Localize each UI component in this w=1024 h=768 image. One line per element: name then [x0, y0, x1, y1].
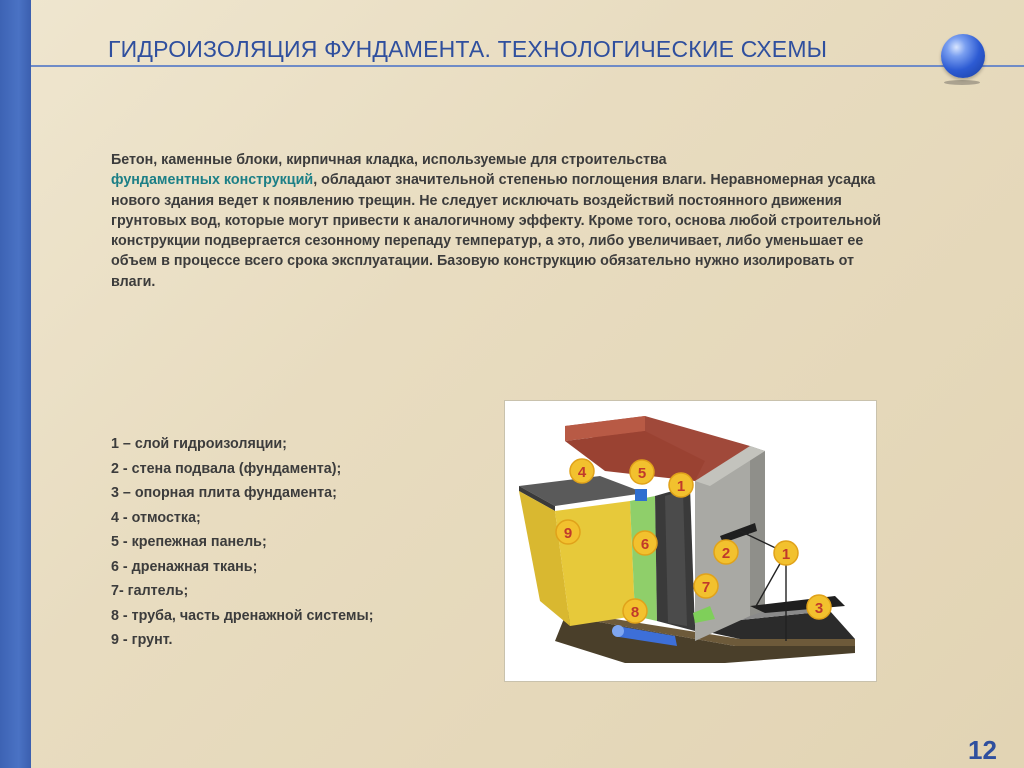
legend-item: 5 - крепежная панель; — [111, 534, 267, 550]
left-accent-bar — [0, 0, 31, 768]
title-divider — [31, 65, 1024, 67]
legend-item: 9 - грунт. — [111, 632, 173, 648]
svg-text:3: 3 — [814, 600, 824, 617]
blue-sphere-icon — [941, 34, 985, 78]
svg-text:7: 7 — [701, 579, 711, 596]
svg-text:9: 9 — [563, 525, 573, 542]
marker-1 — [669, 473, 693, 497]
marker-3 — [807, 595, 831, 619]
legend-item: 1 – слой гидроизоляции; — [111, 436, 287, 452]
marker-9 — [556, 520, 580, 544]
legend-list — [111, 432, 491, 653]
svg-text:6: 6 — [640, 536, 650, 553]
marker-1b — [774, 541, 798, 565]
marker-2 — [714, 540, 738, 564]
sphere-shadow — [944, 80, 980, 85]
slide-title: ГИДРОИЗОЛЯЦИЯ ФУНДАМЕНТА. ТЕХНОЛОГИЧЕСКИЕ СХЕМЫ — [108, 36, 828, 62]
page-number: 12 — [968, 735, 997, 765]
intro-paragraph — [111, 150, 901, 292]
svg-text:2: 2 — [721, 545, 731, 562]
legend-item: 6 - дренажная ткань; — [111, 558, 258, 575]
legend-item: 2 - стена подвала (фундамента); — [111, 460, 342, 477]
legend-item: 8 - труба, часть дренажной системы; — [111, 607, 374, 624]
svg-text:5: 5 — [637, 465, 647, 482]
foundation-structures-link[interactable]: фундаментных конструкций — [111, 172, 314, 189]
foundation-diagram-svg — [505, 401, 876, 681]
legend-item: 3 – опорная плита фундамента; — [111, 485, 337, 501]
legend-item: 7- галтель; — [111, 583, 189, 599]
marker-8 — [623, 599, 647, 623]
marker-6 — [633, 531, 657, 555]
svg-text:8: 8 — [630, 604, 640, 621]
paragraph-text-2: , обладают значительной степенью поглощения влаги. Неравномерная усадка нового здания ведет к появлению трещин. Не следует исключать воздействий постоянного движения грунтовых вод, которые могут привести к аналогичному эффекту. Кроме того, основа любой строительной конструкции подвергается сезонному перепаду температур, а это, либо увеличивает, либо уменьшает ее объем в процессе всего срока эксплуатации. Базовую конструкцию обязательно нужно изолировать от влаги. — [111, 172, 882, 290]
svg-text:1: 1 — [676, 478, 686, 495]
legend-item: 4 - отмостка; — [111, 509, 201, 526]
svg-text:4: 4 — [577, 464, 587, 481]
paragraph-text-1: Бетон, каменные блоки, кирпичная кладка, используемые для строительства — [111, 152, 667, 168]
foundation-diagram — [504, 400, 877, 682]
marker-5 — [630, 460, 654, 484]
svg-text:1: 1 — [781, 546, 791, 563]
marker-7 — [694, 574, 718, 598]
marker-4 — [570, 459, 594, 483]
